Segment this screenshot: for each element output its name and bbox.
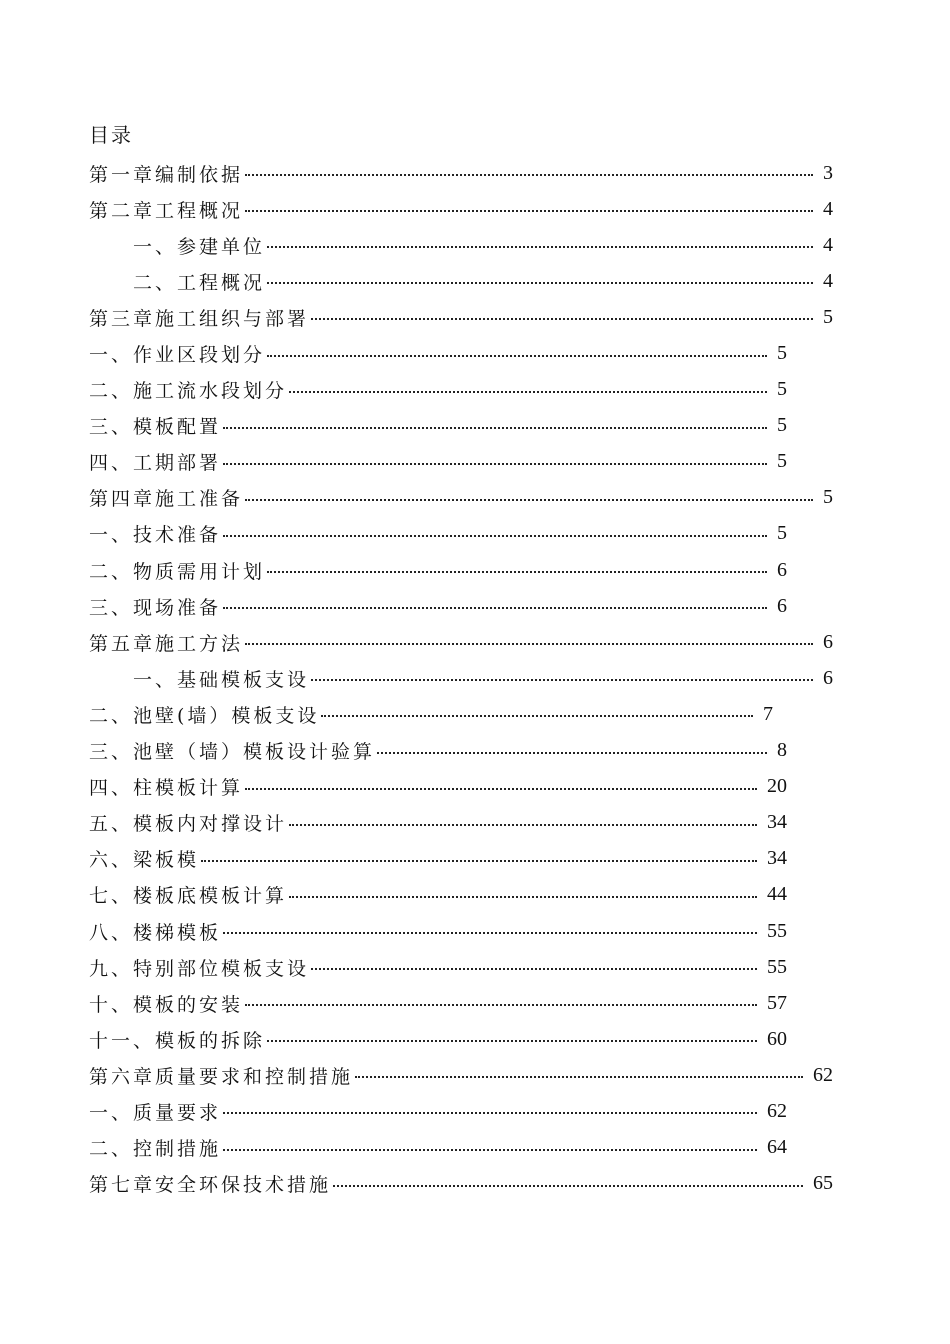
toc-dot-leader — [311, 968, 757, 970]
toc-dot-leader — [223, 463, 767, 465]
toc-section-entry[interactable] — [0, 263, 833, 299]
toc-page-number: 8 — [777, 739, 787, 762]
toc-section-entry[interactable] — [0, 227, 833, 263]
toc-page-number: 7 — [763, 702, 773, 725]
toc-chapter-entry[interactable] — [0, 480, 833, 516]
toc-entry-label: 一、参建单位 — [133, 235, 266, 258]
toc-dot-leader — [223, 932, 757, 934]
toc-entry-label: 二、控制措施 — [89, 1138, 222, 1161]
toc-entry-label: 第三章施工组织与部署 — [89, 307, 310, 330]
toc-page-number: 6 — [777, 558, 787, 581]
toc-entry-label: 第四章施工准备 — [89, 488, 244, 511]
toc-entry-label: 五、模板内对撑设计 — [89, 813, 288, 836]
toc-entry-label: 十一、模板的拆除 — [89, 1029, 266, 1052]
toc-entry-label: 六、梁板模 — [89, 849, 200, 872]
toc-page-number: 5 — [777, 342, 787, 365]
toc-page-number: 34 — [767, 811, 787, 834]
toc-dot-leader — [245, 210, 813, 212]
toc-entry-label: 八、楼梯模板 — [89, 921, 222, 944]
toc-page-number: 55 — [767, 955, 787, 978]
toc-dot-leader — [289, 391, 767, 393]
toc-section-entry[interactable] — [0, 769, 787, 805]
toc-chapter-entry[interactable] — [0, 1057, 833, 1093]
toc-section-entry[interactable] — [0, 877, 787, 913]
toc-page-number: 34 — [767, 847, 787, 870]
toc-dot-leader — [289, 824, 757, 826]
toc-page-number: 3 — [823, 161, 833, 184]
toc-page-number: 64 — [767, 1136, 787, 1159]
toc-page-number: 5 — [777, 522, 787, 545]
toc-entry-label: 一、技术准备 — [89, 524, 222, 547]
toc-page-number: 5 — [777, 450, 787, 473]
toc-dot-leader — [223, 1112, 757, 1114]
toc-section-entry[interactable] — [0, 696, 773, 732]
toc-dot-leader — [223, 535, 767, 537]
toc-section-entry[interactable] — [0, 949, 787, 985]
toc-dot-leader — [311, 679, 813, 681]
toc-page-number: 57 — [767, 991, 787, 1014]
toc-page-number: 6 — [777, 594, 787, 617]
toc-page-number: 4 — [823, 233, 833, 256]
toc-dot-leader — [321, 715, 753, 717]
toc-entry-label: 一、基础模板支设 — [133, 668, 310, 691]
toc-entry-label: 二、工程概况 — [133, 271, 266, 294]
toc-page-number: 55 — [767, 919, 787, 942]
toc-entry-label: 七、楼板底模板计算 — [89, 885, 288, 908]
table-of-contents — [0, 155, 950, 1202]
toc-dot-leader — [223, 1149, 757, 1151]
toc-entry-label: 三、模板配置 — [89, 416, 222, 439]
toc-dot-leader — [223, 607, 767, 609]
toc-section-entry[interactable] — [0, 733, 787, 769]
toc-chapter-entry[interactable] — [0, 299, 833, 335]
toc-entry-label: 二、物质需用计划 — [89, 560, 266, 583]
toc-dot-leader — [267, 282, 813, 284]
toc-section-entry[interactable] — [0, 1021, 787, 1057]
toc-page-number: 5 — [823, 305, 833, 328]
toc-section-entry[interactable] — [0, 552, 787, 588]
toc-section-entry[interactable] — [0, 913, 787, 949]
toc-section-entry[interactable] — [0, 985, 787, 1021]
toc-section-entry[interactable] — [0, 1093, 787, 1129]
toc-dot-leader — [245, 1004, 757, 1006]
toc-entry-label: 一、质量要求 — [89, 1101, 222, 1124]
toc-page-number: 4 — [823, 197, 833, 220]
toc-dot-leader — [245, 643, 813, 645]
toc-dot-leader — [267, 571, 767, 573]
toc-entry-label: 一、作业区段划分 — [89, 344, 266, 367]
toc-chapter-entry[interactable] — [0, 191, 833, 227]
toc-dot-leader — [223, 427, 767, 429]
toc-chapter-entry[interactable] — [0, 624, 833, 660]
toc-page-number: 6 — [823, 666, 833, 689]
toc-section-entry[interactable] — [0, 588, 787, 624]
toc-page-number: 5 — [777, 414, 787, 437]
toc-page-number: 44 — [767, 883, 787, 906]
toc-entry-label: 十、模板的安装 — [89, 993, 244, 1016]
toc-entry-label: 四、柱模板计算 — [89, 777, 244, 800]
toc-page-number: 5 — [777, 378, 787, 401]
toc-entry-label: 二、施工流水段划分 — [89, 380, 288, 403]
toc-dot-leader — [355, 1076, 803, 1078]
toc-dot-leader — [333, 1185, 803, 1187]
toc-page-number: 65 — [813, 1172, 833, 1195]
toc-entry-label: 四、工期部署 — [89, 452, 222, 475]
toc-entry-label: 第二章工程概况 — [89, 199, 244, 222]
toc-entry-label: 第六章质量要求和控制措施 — [89, 1065, 354, 1088]
toc-dot-leader — [267, 246, 813, 248]
toc-dot-leader — [267, 1040, 757, 1042]
toc-section-entry[interactable] — [0, 841, 787, 877]
toc-page-number: 5 — [823, 486, 833, 509]
toc-dot-leader — [245, 174, 813, 176]
toc-entry-label: 第七章安全环保技术措施 — [89, 1174, 332, 1197]
toc-section-entry[interactable] — [0, 516, 787, 552]
toc-section-entry[interactable] — [0, 805, 787, 841]
toc-dot-leader — [377, 752, 767, 754]
toc-section-entry[interactable] — [0, 1130, 787, 1166]
toc-chapter-entry[interactable] — [0, 155, 833, 191]
toc-section-entry[interactable] — [0, 408, 787, 444]
toc-dot-leader — [289, 896, 757, 898]
toc-page-number: 62 — [767, 1099, 787, 1122]
toc-section-entry[interactable] — [0, 372, 787, 408]
toc-entry-label: 三、池壁（墙）模板设计验算 — [89, 741, 376, 764]
toc-page-number: 4 — [823, 269, 833, 292]
toc-section-entry[interactable] — [0, 335, 787, 371]
toc-dot-leader — [267, 355, 767, 357]
toc-dot-leader — [201, 860, 757, 862]
toc-page-number: 20 — [767, 775, 787, 798]
toc-entry-label: 三、现场准备 — [89, 596, 222, 619]
toc-section-entry[interactable] — [0, 660, 833, 696]
toc-page-number: 62 — [813, 1063, 833, 1086]
toc-dot-leader — [311, 318, 813, 320]
toc-page-number: 6 — [823, 630, 833, 653]
toc-chapter-entry[interactable] — [0, 1166, 833, 1202]
toc-entry-label: 第五章施工方法 — [89, 632, 244, 655]
toc-page-number: 60 — [767, 1027, 787, 1050]
toc-entry-label: 第一章编制依据 — [89, 163, 244, 186]
toc-dot-leader — [245, 499, 813, 501]
toc-dot-leader — [245, 788, 757, 790]
toc-section-entry[interactable] — [0, 444, 787, 480]
toc-entry-label: 二、池壁(墙）模板支设 — [89, 704, 320, 727]
toc-title: 目录 — [89, 123, 133, 147]
toc-entry-label: 九、特别部位模板支设 — [89, 957, 310, 980]
